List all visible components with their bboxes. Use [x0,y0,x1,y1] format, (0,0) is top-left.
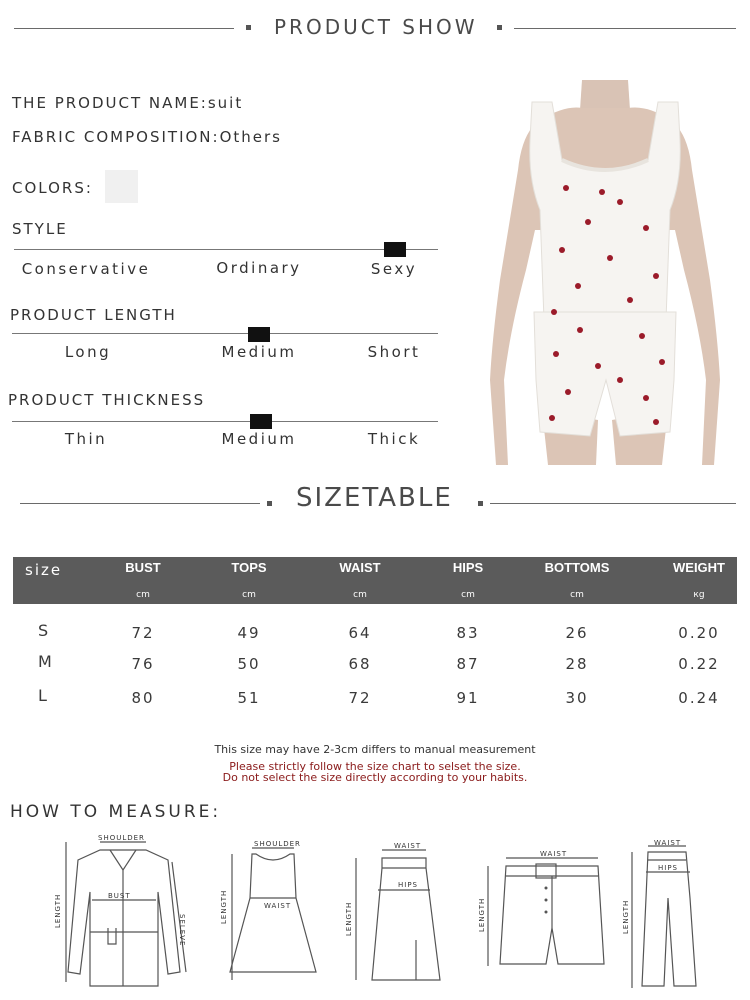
product-photo [470,80,740,470]
cell-bottoms-m: 28 [565,655,589,673]
shorts-length-label: LENGTH [478,897,486,932]
cell-bust-s: 72 [131,624,155,642]
dress-waist-label: WAIST [264,902,292,910]
sizetable-rule-left [20,503,260,504]
cell-bottoms-s: 26 [565,624,589,642]
shorts-diagram [476,848,616,973]
cell-tops-m: 50 [237,655,261,673]
col-hips-header: HIPS [452,560,484,575]
col-tops-unit: cm [242,590,256,600]
product-name-value: suit [207,94,244,112]
cell-weight-l: 0.24 [678,689,720,707]
thickness-option-thick: Thick [367,430,421,448]
product-name-label: THE PRODUCT NAME: [12,94,208,112]
size-column-header: size [25,561,63,579]
thickness-marker [250,414,272,429]
col-bottoms-header: BOTTOMS [544,560,610,575]
colors-label: COLORS: [12,179,93,197]
col-bust-unit: cm [136,590,150,600]
jacket-diagram [48,832,198,992]
header-square-right [497,25,502,30]
style-title: STYLE [12,220,68,238]
thickness-option-medium: Medium [221,430,297,448]
cell-bust-l: 80 [131,689,155,707]
size-table-header [13,557,737,604]
product-name [12,94,243,112]
style-option-sexy: Sexy [370,260,418,278]
color-swatch[interactable] [105,170,138,203]
style-option-ordinary: Ordinary [216,259,302,277]
col-waist-header: WAIST [339,560,381,575]
row-size-m: M [38,652,52,671]
col-waist-unit: cm [353,590,367,600]
style-scale [14,249,438,250]
length-title: PRODUCT LENGTH [10,306,177,324]
col-bust-header: BUST [125,560,161,575]
cell-tops-s: 49 [237,624,261,642]
skirt-diagram [342,840,452,985]
length-option-short: Short [367,343,421,361]
length-marker [248,327,270,342]
pants-hips-label: HIPS [658,864,678,872]
skirt-length-label: LENGTH [345,901,353,936]
how-to-measure-title: HOW TO MEASURE: [10,802,222,822]
measurement-note: This size may have 2-3cm differs to manual measurement [214,743,536,756]
cell-waist-m: 68 [348,655,372,673]
size-warning-2: Do not select the size directly according to your habits. [222,771,528,784]
dress-shoulder-label: SHOULDER [254,840,301,848]
thickness-scale [12,421,438,422]
jacket-bust-label: BUST [108,892,131,900]
header-rule-right [514,28,736,29]
sizetable-square-left [267,501,272,506]
cell-hips-m: 87 [456,655,480,673]
cell-hips-l: 91 [456,689,480,707]
shorts-waist-label: WAIST [540,850,568,858]
jacket-sleeve-label: SELEVE [178,914,186,947]
skirt-waist-label: WAIST [394,842,422,850]
cell-tops-l: 51 [237,689,261,707]
thickness-option-thin: Thin [64,430,108,448]
fabric-value: Others [219,128,282,146]
size-warning-1: Please strictly follow the size chart to selset the size. [229,760,521,773]
sizetable-square-right [478,501,483,506]
fabric-composition [12,128,282,146]
row-size-l: L [38,686,47,705]
row-size-s: S [38,621,49,640]
cell-bust-m: 76 [131,655,155,673]
sizetable-rule-right [490,503,736,504]
length-scale [12,333,438,334]
style-option-conservative: Conservative [21,260,151,278]
page-title: PRODUCT SHOW [274,15,478,39]
col-hips-unit: cm [461,590,475,600]
sizetable-title: SIZETABLE [296,483,453,513]
cell-waist-l: 72 [348,689,372,707]
cell-bottoms-l: 30 [565,689,589,707]
thickness-title: PRODUCT THICKNESS [8,391,206,409]
cell-waist-s: 64 [348,624,372,642]
skirt-hips-label: HIPS [398,881,418,889]
jacket-shoulder-label: SHOULDER [98,834,145,842]
jacket-length-label: LENGTH [54,893,62,928]
cell-weight-m: 0.22 [678,655,720,673]
pants-waist-label: WAIST [654,839,682,847]
dress-diagram [218,840,328,985]
length-option-long: Long [64,343,112,361]
col-weight-unit: кg [693,590,705,600]
length-option-medium: Medium [221,343,297,361]
header-square-left [246,25,251,30]
cell-hips-s: 83 [456,624,480,642]
cell-weight-s: 0.20 [678,624,720,642]
fabric-label: FABRIC COMPOSITION: [12,128,220,146]
col-tops-header: TOPS [231,560,267,575]
pants-length-label: LENGTH [622,899,630,934]
dress-length-label: LENGTH [220,889,228,924]
col-bottoms-unit: cm [570,590,584,600]
style-marker [384,242,406,257]
pants-diagram [620,838,715,993]
header-rule-left [14,28,234,29]
col-weight-header: WEIGHT [673,560,725,575]
